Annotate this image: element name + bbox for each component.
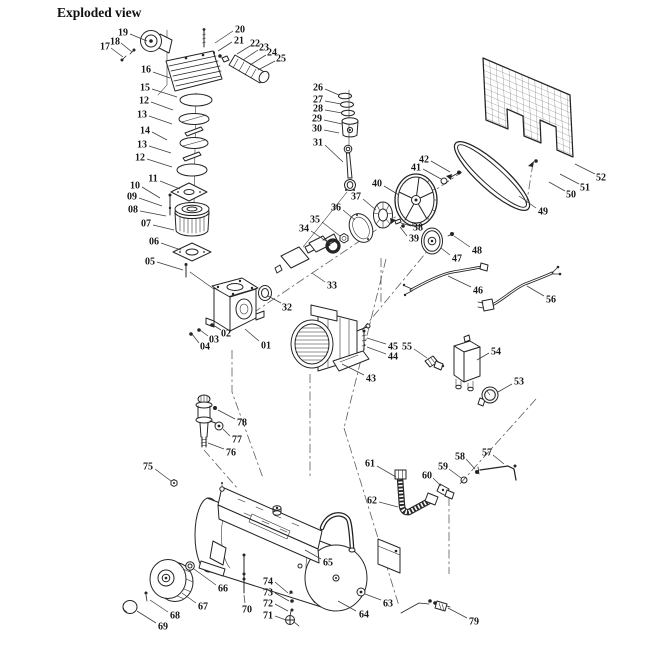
part-label-69: 69 [158,621,168,633]
oil-seal [259,286,272,301]
part-label-23: 23 [259,42,269,54]
pressure-gauge [478,387,498,406]
power-cord [403,263,488,296]
wheel-assembly [123,560,194,614]
part-label-03: 03 [209,334,219,346]
part-label-13b: 13 [137,109,147,121]
part-label-33: 33 [327,280,337,292]
check-valve [425,356,444,370]
part-label-50: 50 [566,189,576,201]
part-label-51: 51 [580,182,590,194]
part-label-12b: 12 [139,95,149,107]
part-label-75: 75 [143,461,153,473]
part-label-12a: 12 [135,152,145,164]
part-label-06: 06 [149,236,159,248]
part-label-65: 65 [323,557,333,569]
part-label-22: 22 [250,38,260,50]
part-label-01: 01 [261,340,271,352]
drive-belt [447,133,538,219]
crankshaft [275,234,348,274]
part-label-14: 14 [140,125,150,137]
part-label-58: 58 [455,451,465,463]
part-label-10: 10 [130,180,140,192]
part-label-55: 55 [402,341,412,353]
part-label-34: 34 [299,223,309,235]
flywheel [390,171,461,228]
cylinder-head [166,51,222,91]
part-label-30: 30 [312,123,322,135]
part-label-61: 61 [365,458,375,470]
belt-guard [470,50,585,167]
part-label-08: 08 [128,204,138,216]
part-label-79: 79 [469,616,479,628]
crankcase [189,278,264,336]
part-label-52: 52 [596,172,606,184]
part-label-54: 54 [491,346,501,358]
part-label-17: 17 [100,41,110,53]
part-label-70: 70 [242,604,252,616]
part-label-19: 19 [118,27,128,39]
tank-plug [357,588,365,596]
part-label-15: 15 [140,82,150,94]
gasket-stack [171,94,212,201]
part-label-35: 35 [310,214,320,226]
part-label-41: 41 [411,162,421,174]
part-label-36: 36 [331,202,341,214]
part-label-42: 42 [419,154,429,166]
part-label-46: 46 [473,285,483,297]
outlet-fitting [401,599,450,613]
part-label-64: 64 [359,609,369,621]
part-label-27: 27 [313,94,323,106]
part-label-05: 05 [145,256,155,268]
part-label-16: 16 [141,64,151,76]
bearing-plate-and-fan [345,202,393,246]
part-label-68: 68 [170,610,180,622]
steel-pipe [478,465,517,481]
part-label-28: 28 [313,103,323,115]
part-label-67: 67 [198,601,208,613]
part-label-48: 48 [472,245,482,257]
intake-housing [121,31,173,62]
base-gasket [173,243,211,277]
part-label-20: 20 [235,24,245,36]
piston-and-rod [339,93,359,191]
part-label-73: 73 [263,587,273,599]
part-label-44: 44 [388,351,398,363]
part-label-57: 57 [482,447,492,459]
part-label-38: 38 [413,222,423,234]
mounting-nut [171,480,177,487]
part-label-59: 59 [438,461,448,473]
part-label-07: 07 [141,218,151,230]
discharge-hose [395,470,438,512]
part-label-78: 78 [237,417,247,429]
part-label-04: 04 [200,341,210,353]
part-label-29: 29 [312,113,322,125]
part-label-63: 63 [383,598,393,610]
part-label-56: 56 [546,294,556,306]
part-label-77: 77 [232,434,242,446]
plug-cord [478,266,561,311]
part-label-76: 76 [226,447,236,459]
part-label-62: 62 [367,495,377,507]
part-label-47: 47 [452,253,462,265]
part-label-45: 45 [388,341,398,353]
part-label-72: 72 [263,598,273,610]
part-label-09: 09 [127,191,137,203]
pressure-switch [454,335,480,391]
part-label-02: 02 [221,328,231,340]
diagram-title: Exploded view [57,5,142,20]
part-label-37: 37 [351,191,361,203]
part-label-66: 66 [218,583,228,595]
safety-valve [196,395,223,447]
part-label-31: 31 [313,137,323,149]
motor [291,305,370,371]
part-label-39: 39 [409,233,419,245]
part-label-49: 49 [538,206,548,218]
part-label-60: 60 [422,470,432,482]
part-label-24: 24 [267,47,277,59]
elbow-fitting [437,470,479,499]
part-label-25: 25 [276,53,286,65]
part-label-11: 11 [148,173,158,185]
part-label-26: 26 [313,82,323,94]
part-label-40: 40 [372,178,382,190]
part-label-18: 18 [110,36,120,48]
part-label-13a: 13 [137,139,147,151]
cylinder [175,203,209,237]
cylinder-stud [169,194,172,216]
part-label-43: 43 [366,373,376,385]
part-label-74: 74 [263,576,273,588]
part-label-71: 71 [263,610,273,622]
part-label-53: 53 [514,376,524,388]
motor-pulley [422,228,455,254]
part-label-21: 21 [234,35,244,47]
part-label-32: 32 [282,302,292,314]
